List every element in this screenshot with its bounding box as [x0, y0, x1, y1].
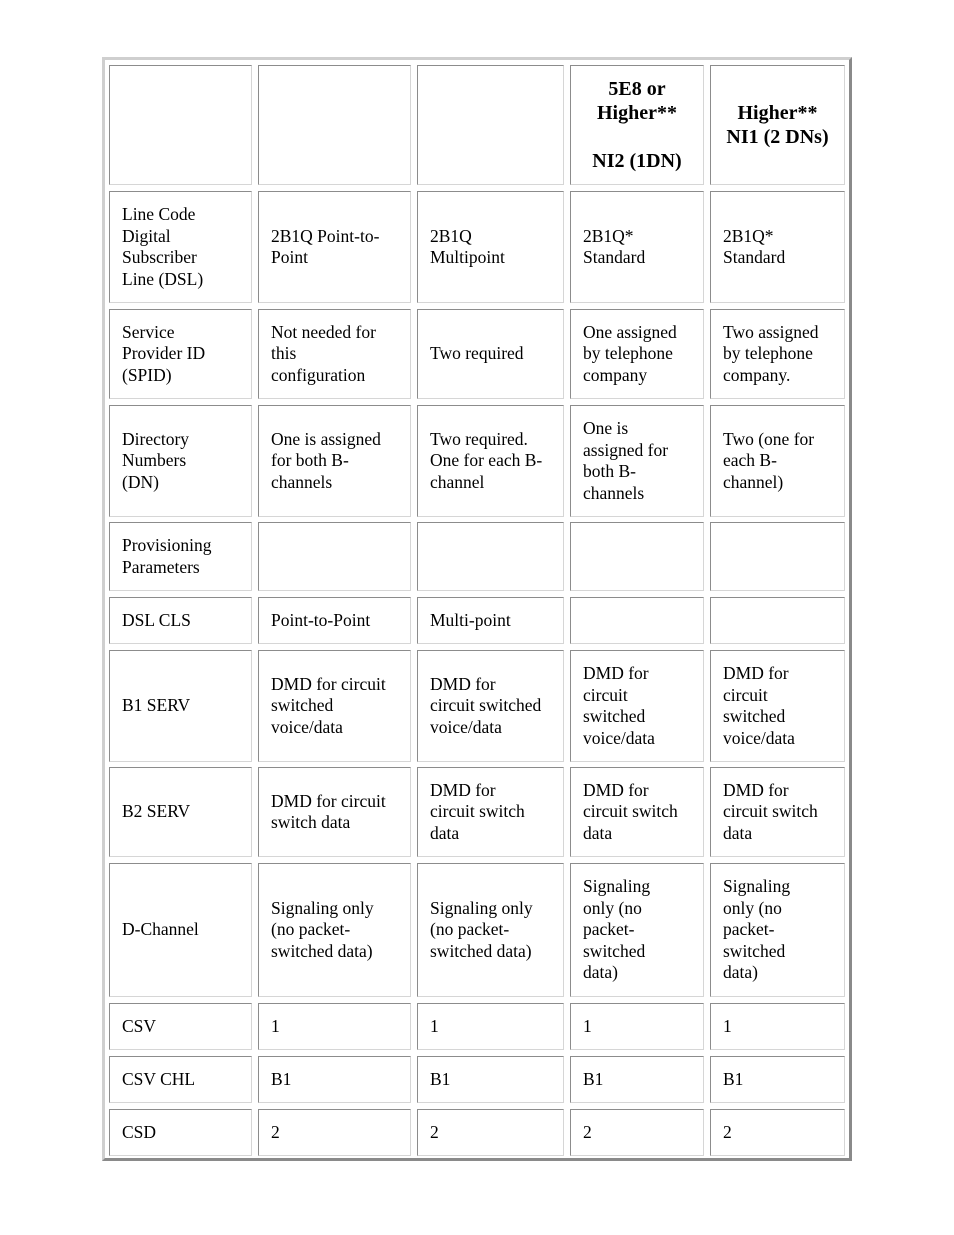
table-cell: [570, 522, 704, 591]
table-cell: 1: [710, 1003, 845, 1050]
row-label-cell: Service Provider ID (SPID): [109, 309, 252, 399]
table-cell: 2B1Q* Standard: [570, 191, 704, 303]
row-label-cell: CSD: [109, 1109, 252, 1156]
table-cell: [710, 597, 845, 644]
table-cell: [417, 522, 564, 591]
table-cell: [258, 522, 411, 591]
table-cell: Two (one for each B- channel): [710, 405, 845, 517]
row-label-cell: B1 SERV: [109, 650, 252, 762]
table-cell: DMD for circuit switch data: [710, 767, 845, 857]
header-cell: [258, 65, 411, 185]
table-cell: B1: [258, 1056, 411, 1103]
row-label-cell: DSL CLS: [109, 597, 252, 644]
table-cell: Signaling only (no packet- switched data): [417, 863, 564, 997]
table-cell: DMD for circuit switch data: [417, 767, 564, 857]
table-cell: 2: [710, 1109, 845, 1156]
table-cell: DMD for circuit switched voice/data: [570, 650, 704, 762]
table-cell: One is assigned for both B- channels: [570, 405, 704, 517]
table-cell: Two required. One for each B- channel: [417, 405, 564, 517]
row-label-cell: Directory Numbers (DN): [109, 405, 252, 517]
table-cell: Two required: [417, 309, 564, 399]
table-cell: B1: [710, 1056, 845, 1103]
table-cell: 2: [570, 1109, 704, 1156]
table-cell: Signaling only (no packet- switched data): [710, 863, 845, 997]
row-label-cell: D-Channel: [109, 863, 252, 997]
table-cell: DMD for circuit switch data: [570, 767, 704, 857]
table-cell: DMD for circuit switched voice/data: [258, 650, 411, 762]
header-cell: 5E8 or Higher** NI2 (1DN): [570, 65, 704, 185]
row-label-cell: B2 SERV: [109, 767, 252, 857]
table-cell: Point-to-Point: [258, 597, 411, 644]
table-cell: Not needed for this configuration: [258, 309, 411, 399]
table-cell: 2B1Q Point-to- Point: [258, 191, 411, 303]
table-cell: [570, 597, 704, 644]
table-cell: 2B1Q Multipoint: [417, 191, 564, 303]
table-cell: 2B1Q* Standard: [710, 191, 845, 303]
header-cell: [417, 65, 564, 185]
table-cell: 1: [570, 1003, 704, 1050]
table-cell: B1: [570, 1056, 704, 1103]
table-cell: 2: [258, 1109, 411, 1156]
table-cell: 1: [417, 1003, 564, 1050]
table-cell: 2: [417, 1109, 564, 1156]
table-cell: DMD for circuit switch data: [258, 767, 411, 857]
header-cell: [109, 65, 252, 185]
row-label-cell: CSV: [109, 1003, 252, 1050]
row-label-cell: Provisioning Parameters: [109, 522, 252, 591]
table-cell: One is assigned for both B- channels: [258, 405, 411, 517]
table-cell: 1: [258, 1003, 411, 1050]
table-cell: Two assigned by telephone company.: [710, 309, 845, 399]
row-label-cell: CSV CHL: [109, 1056, 252, 1103]
table-cell: Multi-point: [417, 597, 564, 644]
table-cell: [710, 522, 845, 591]
table-cell: Signaling only (no packet- switched data): [258, 863, 411, 997]
table-cell: Signaling only (no packet- switched data): [570, 863, 704, 997]
table-cell: DMD for circuit switched voice/data: [710, 650, 845, 762]
header-cell: Higher** NI1 (2 DNs): [710, 65, 845, 185]
row-label-cell: Line Code Digital Subscriber Line (DSL): [109, 191, 252, 303]
table-cell: B1: [417, 1056, 564, 1103]
table-cell: One assigned by telephone company: [570, 309, 704, 399]
table-cell: DMD for circuit switched voice/data: [417, 650, 564, 762]
